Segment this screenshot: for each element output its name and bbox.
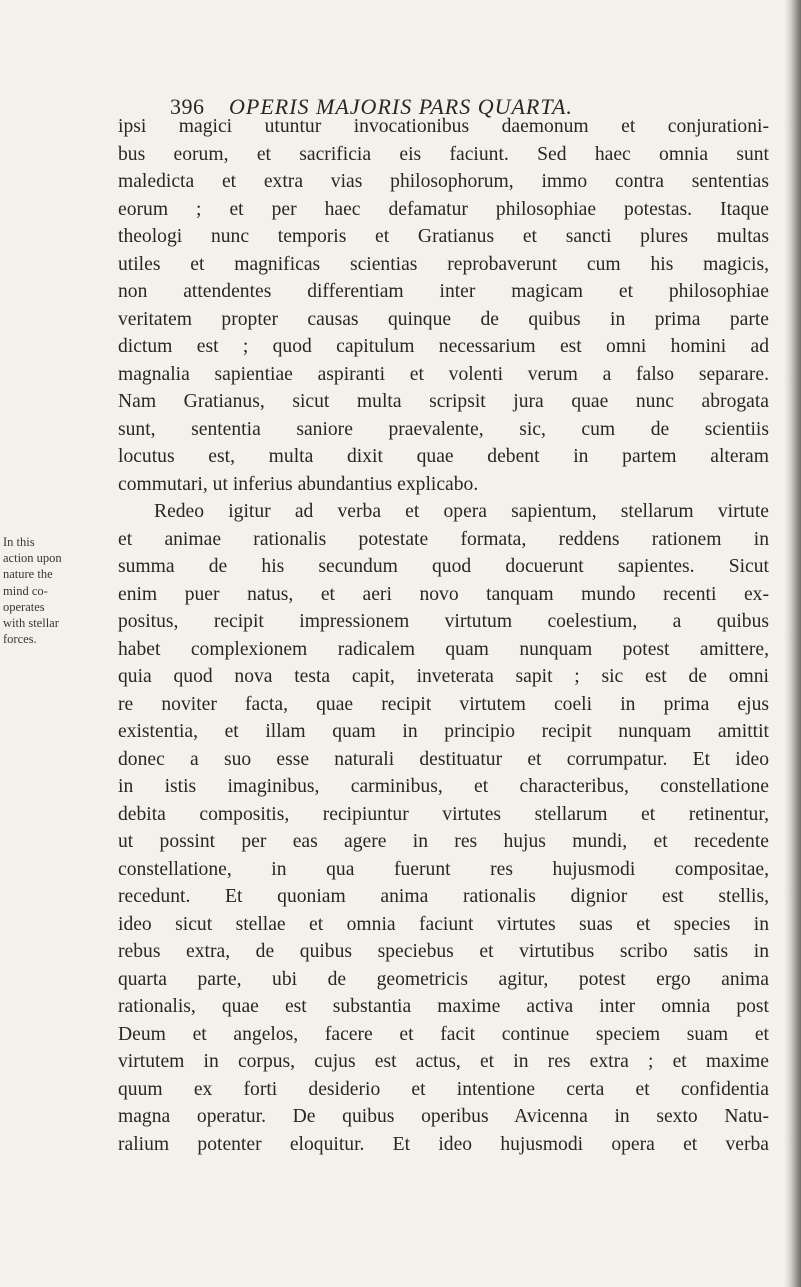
paragraph-end-line: commutari, ut inferius abundantius explicabo. — [118, 473, 479, 495]
text-line: donec a suo esse naturali destituatur et corrumpatur. Et ideo — [118, 748, 769, 770]
text-line: quarta parte, ubi de geometricis agitur, potest ergo anima — [118, 968, 769, 990]
text-line: locutus est, multa dixit quae debent in partem alteram — [118, 446, 769, 467]
margin-note-line: operates — [3, 599, 45, 614]
text-line: summa de his secundum quod docuerunt sapientes. Sicut — [118, 556, 769, 577]
text-line: et animae rationalis potestate formata, reddens rationem in — [118, 528, 769, 550]
body-text — [118, 113, 769, 1158]
text-line: rationalis, quae est substantia maxime activa inter omnia post — [118, 996, 769, 1017]
margin-note-line: with stellar — [3, 616, 59, 631]
margin-note-line: In this — [3, 535, 35, 549]
margin-note-line: forces. — [3, 632, 37, 647]
page-number: 396 — [170, 94, 205, 119]
text-line: ideo sicut stellae et omnia faciunt virtutes suas et species in — [118, 913, 769, 935]
text-line: utiles et magnificas scientias reprobaverunt cum his magicis, — [118, 253, 769, 275]
text-line: habet complexionem radicalem quam nunquam potest amittere, — [118, 638, 769, 660]
text-line: theologi nunc temporis et Gratianus et sancti plures multas — [118, 226, 769, 247]
text-line: quia quod nova testa capit, inveterata sapit ; sic est de omni — [118, 666, 769, 687]
text-line: positus, recipit impressionem virtutum coelestium, a quibus — [118, 611, 769, 632]
text-line: ralium potenter eloquitur. Et ideo hujusmodi opera et verba — [118, 1133, 769, 1155]
text-line: constellatione, in qua fuerunt res hujusmodi compositae, — [118, 858, 769, 880]
text-line: enim puer natus, et aeri novo tanquam mundo recenti ex- — [118, 583, 769, 605]
page-edge-shadow — [784, 0, 801, 1287]
margin-note — [3, 534, 115, 647]
text-line: dictum est ; quod capitulum necessarium est omni homini ad — [118, 336, 769, 357]
text-line: existentia, et illam quam in principio recipit nunquam amittit — [118, 721, 769, 742]
text-line: quum ex forti desiderio et intentione certa et confidentia — [118, 1078, 769, 1100]
text-line: rebus extra, de quibus speciebus et virtutibus scribo satis in — [118, 941, 769, 962]
text-line: recedunt. Et quoniam anima rationalis dignior est stellis, — [118, 886, 769, 907]
text-line: sunt, sententia saniore praevalente, sic, cum de scientiis — [118, 418, 769, 440]
text-line: bus eorum, et sacrificia eis faciunt. Sed haec omnia sunt — [118, 143, 769, 165]
text-line: magna operatur. De quibus operibus Avicenna in sexto Natu- — [118, 1106, 769, 1127]
running-title: OPERIS MAJORIS PARS QUARTA. — [229, 94, 573, 119]
text-line: debita compositis, recipiuntur virtutes stellarum et retinentur, — [118, 803, 769, 825]
text-line: magnalia sapientiae aspiranti et volenti verum a falso separare. — [118, 363, 769, 385]
text-line: re noviter facta, quae recipit virtutem coeli in prima ejus — [118, 693, 769, 715]
margin-note-line: mind co- — [3, 583, 48, 598]
text-line: eorum ; et per haec defamatur philosophiae potestas. Itaque — [118, 198, 769, 220]
text-line: Redeo igitur ad verba et opera sapientum, stellarum virtute — [154, 501, 769, 522]
text-line: Deum et angelos, facere et facit continue speciem suam et — [118, 1023, 769, 1045]
text-line: ut possint per eas agere in res hujus mundi, et recedente — [118, 831, 769, 852]
text-line: non attendentes differentiam inter magicam et philosophiae — [118, 281, 769, 302]
text-line: Nam Gratianus, sicut multa scripsit jura quae nunc abrogata — [118, 391, 769, 412]
margin-note-line: nature the — [3, 567, 53, 582]
text-line: in istis imaginibus, carminibus, et characteribus, constellatione — [118, 776, 769, 797]
text-line: ipsi magici utuntur invocationibus daemonum et conjurationi- — [118, 116, 769, 137]
margin-note-line: action upon — [3, 551, 62, 566]
text-line: veritatem propter causas quinque de quibus in prima parte — [118, 308, 769, 330]
text-line: maledicta et extra vias philosophorum, immo contra sententias — [118, 171, 769, 192]
text-line: virtutem in corpus, cujus est actus, et in res extra ; et maxime — [118, 1051, 769, 1072]
